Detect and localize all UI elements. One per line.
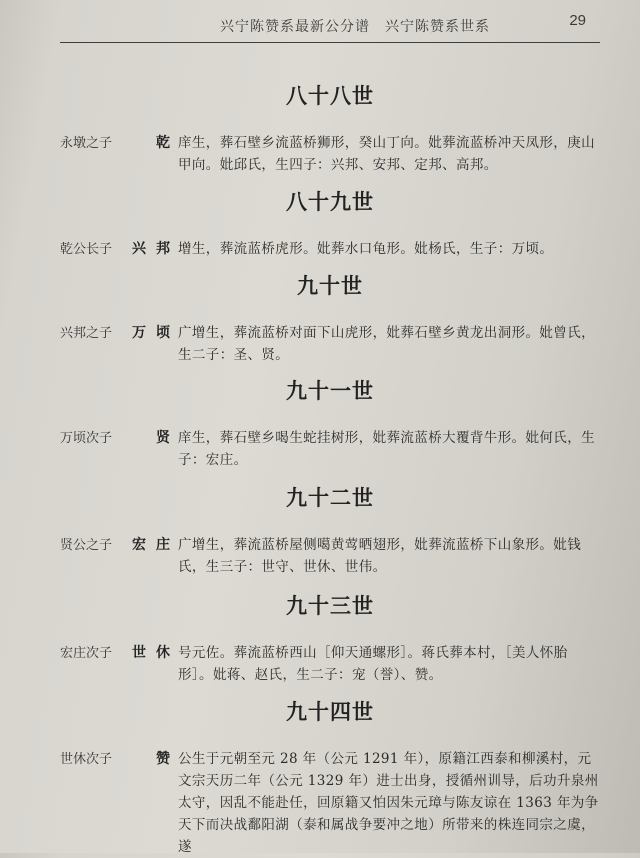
genealogy-entry (60, 642, 600, 686)
entry-name: 宏庄 (132, 537, 180, 553)
generation-section (60, 270, 600, 366)
generation-heading: 九十世 (297, 274, 363, 298)
generation-heading: 八十八世 (286, 84, 374, 108)
generation-heading: 九十二世 (286, 486, 374, 510)
entry-text: 广增生，葬流蓝桥屋侧噶黄莺晒翅形，妣葬流蓝桥下山象形。妣钱氏，生三子：世守、世休、世伟。 (178, 537, 582, 575)
entry-name: 赞 (156, 751, 180, 767)
entry-relation: 兴邦之子 (60, 326, 113, 341)
entry-text: 庠生，葬石壁乡流蓝桥狮形，癸山丁向。妣葬流蓝桥冲天凤形，庚山甲向。妣邱氏，生四子：兴邦、安邦、定邦、高邦。 (178, 135, 595, 173)
header-rule (60, 42, 600, 43)
entry-name: 贤 (156, 430, 180, 446)
entry-text: 广增生，葬流蓝桥对面下山虎形，妣葬石壁乡黄龙出洞形。妣曾氏，生二子：圣、贤。 (178, 325, 595, 363)
entry-text: 庠生，葬石壁乡喝生蛇挂树形，妣葬流蓝桥大覆背牛形。妣何氏，生子：宏庄。 (178, 430, 595, 468)
generation-section (60, 186, 600, 260)
generation-section (60, 80, 600, 176)
generation-section (60, 590, 600, 686)
genealogy-entry (60, 238, 600, 260)
entry-relation: 世休次子 (60, 752, 113, 767)
generation-section (60, 696, 600, 858)
generation-heading: 九十三世 (286, 594, 374, 618)
entry-name: 世休 (132, 645, 180, 661)
genealogy-entry (60, 132, 600, 176)
entry-relation: 宏庄次子 (60, 646, 113, 661)
running-header-title: 兴宁陈赞系最新公分谱 兴宁陈赞系世系 (220, 19, 490, 35)
entry-name: 万顷 (132, 325, 180, 341)
entry-relation: 乾公长子 (60, 242, 113, 257)
genealogy-entry (60, 322, 600, 366)
entry-relation: 万顷次子 (60, 431, 113, 446)
generation-section (60, 482, 600, 578)
entry-text: 号元佐。葬流蓝桥西山［仰天通螺形］。蒋氏葬本村，［美人怀胎形］。妣蒋、赵氏，生二子：宠（誉）、赞。 (178, 645, 568, 683)
generation-heading: 九十一世 (286, 379, 374, 403)
generation-heading: 九十四世 (286, 700, 374, 724)
entry-text: 增生，葬流蓝桥虎形。妣葬水口龟形。妣杨氏，生子：万顷。 (178, 241, 554, 257)
entry-name: 兴邦 (132, 241, 180, 257)
genealogy-entry (60, 534, 600, 578)
generation-heading: 八十九世 (286, 190, 374, 214)
page-header (60, 10, 600, 40)
entry-relation: 贤公之子 (60, 538, 113, 553)
generation-section (60, 375, 600, 471)
entry-name: 乾 (156, 135, 180, 151)
genealogy-entry (60, 748, 600, 858)
genealogy-entry (60, 427, 600, 471)
page-number: 29 (569, 12, 586, 29)
entry-text: 公生于元朝至元 28 年（公元 1291 年），原籍江西泰和柳溪村，元文宗天历二年（公元 1329 年）进士出身，授循州训导，后功升泉州太守，因乱不能赴任，回原籍又怕因朱元璋与陈友谅在 1363 年为争天下而决战鄱阳湖（泰和属战争要冲之地）所带来的株连同宗之虞，遂 (178, 751, 599, 855)
entry-relation: 永墩之子 (60, 136, 113, 151)
